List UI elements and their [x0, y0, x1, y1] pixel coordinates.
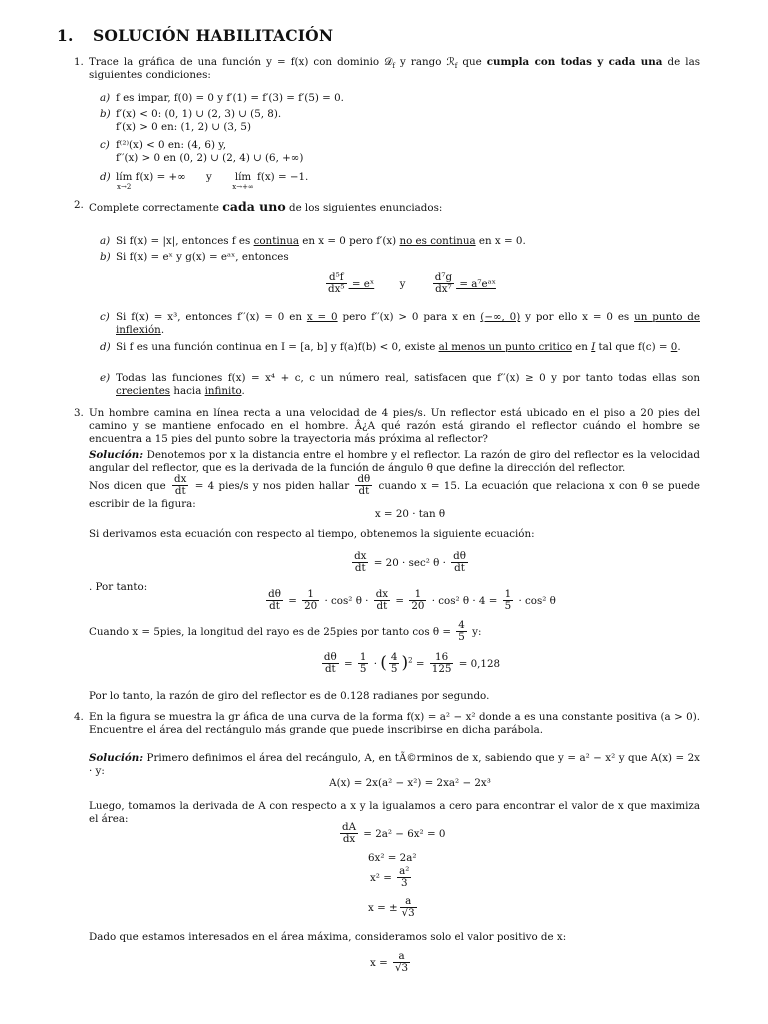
text-run: . — [160, 324, 165, 337]
denominator: dx — [342, 833, 356, 846]
text-run: de los siguientes enunciados: — [285, 202, 443, 214]
text-run: = — [340, 657, 356, 670]
q4-dado-text: Dado que estamos interesados en el área máxima, consideramos solo el valor positivo de x: — [89, 931, 567, 943]
question-4 — [74, 711, 700, 737]
item-label: c) — [100, 139, 110, 151]
section-number: 1. — [57, 26, 74, 45]
denominator: dt — [174, 485, 186, 498]
lim-sub: x→+∞ — [232, 183, 254, 192]
fraction — [266, 589, 283, 613]
item-label: c) — [100, 311, 110, 323]
exponent: 2 — [408, 656, 413, 665]
q3-cuando-line — [89, 620, 700, 644]
fraction — [326, 272, 347, 296]
item-label: b) — [100, 251, 111, 263]
question-3 — [74, 407, 700, 447]
item-label: a) — [100, 235, 111, 247]
solution-label: Solución: — [89, 752, 144, 764]
fraction — [433, 272, 454, 296]
text-run: = 4 pies/s y nos piden hallar — [190, 479, 354, 492]
question-4-statement: En la figura se muestra la gr áfica de una curva de la forma f(x) = a² − x² donde a es una constante positiva (a > 0). Encuentre el área del rectángulo más grande que puede inscribirse en dicha parábola. — [89, 711, 700, 737]
answer-blank: continua — [253, 235, 300, 247]
fraction — [451, 551, 468, 575]
answer-blank: al menos un punto critico — [438, 341, 572, 353]
answer-blank: un punto de inflexión — [116, 311, 700, 337]
q2-item-a — [100, 235, 700, 248]
q3-conclusion: Por lo tanto, la razón de giro del reflector es de 0.128 radianes por segundo. — [89, 690, 490, 702]
numerator: dx — [354, 550, 367, 562]
text-run: en — [571, 341, 592, 353]
item-label: d) — [100, 341, 111, 353]
denominator: dt — [358, 485, 370, 498]
denominator: dt — [454, 562, 465, 575]
section-title-text: SOLUCIÓN HABILITACIÓN — [93, 26, 334, 45]
numerator: 1 — [302, 589, 319, 601]
text-run: · cos² θ — [515, 594, 556, 607]
fraction — [374, 589, 390, 613]
text-run: Si f(x) = |x|, entonces f es — [116, 235, 254, 247]
question-number: 2. — [74, 199, 84, 211]
conjunction: y — [399, 277, 406, 290]
text-run: en x = 0 pero f′(x) — [299, 235, 400, 247]
q2-item-e — [100, 372, 700, 398]
fraction — [352, 551, 368, 575]
text-run: hacia — [170, 385, 205, 398]
subscript: f — [454, 62, 458, 71]
fraction — [322, 652, 339, 676]
numerator: 4 — [458, 619, 465, 631]
q4-solution-intro — [89, 752, 700, 778]
lim-sub: x→2 — [117, 183, 132, 192]
text-run: Trace la gráfica de una función y = f(x) con dominio 𝒟 — [89, 56, 393, 68]
item-text: f′(x) > 0 en: (1, 2) ∪ (3, 5) — [116, 121, 251, 134]
limit-expression: f(x) = −1. — [257, 171, 309, 183]
text-run: Si f(x) = x³, entonces f′′(x) = 0 en — [116, 311, 307, 323]
text-run: . — [677, 341, 681, 353]
bold-text: cada uno — [222, 199, 286, 214]
question-1 — [74, 56, 700, 82]
numerator: dA — [342, 821, 357, 833]
question-number: 1. — [74, 56, 84, 68]
q2-item-c — [100, 311, 700, 337]
answer-blank: x = 0 — [306, 311, 338, 323]
denominator: dt — [269, 600, 280, 613]
numerator: 1 — [504, 588, 512, 600]
text-run: = 0,128 — [455, 657, 501, 670]
answer-blank: = a⁷eᵃˣ — [456, 277, 496, 290]
item-text: f⁽²⁾(x) < 0 en: (4, 6) y, — [116, 139, 226, 151]
denominator: 5 — [458, 631, 465, 644]
numerator: 1 — [409, 589, 426, 601]
fraction — [430, 652, 454, 676]
text-run: · cos² θ · 4 = — [428, 594, 501, 607]
item-text: f es impar, f(0) = 0 y f′(1) = f′(3) = f′(5) = 0. — [116, 92, 344, 104]
answer-blank: I — [591, 341, 596, 353]
item-text: f′′(x) > 0 en (0, 2) ∪ (2, 4) ∪ (6, +∞) — [116, 152, 304, 165]
limit-2 — [232, 171, 254, 191]
text-run: · cos² θ · — [321, 594, 372, 607]
text-run: pero f′′(x) > 0 para x en — [337, 311, 481, 323]
answer-blank: infinito — [204, 385, 242, 398]
denominator: 3 — [400, 877, 408, 890]
numerator: d⁵f — [326, 272, 347, 284]
subscript: f — [392, 62, 395, 71]
equation-derivative — [280, 551, 540, 575]
text-run: Nos dicen que — [89, 479, 171, 492]
numerator: dθ — [323, 651, 337, 663]
item-text: f′(x) < 0: (0, 1) ∪ (2, 3) ∪ (5, 8). — [116, 108, 282, 120]
q2-item-d — [100, 341, 700, 354]
fraction — [340, 822, 358, 846]
fraction — [456, 620, 467, 644]
answer-blank: = eˣ — [348, 277, 375, 290]
text-run: x = ± — [368, 901, 398, 914]
answer-blank: crecientes — [116, 385, 171, 398]
denominator: dx⁵ — [328, 283, 345, 296]
denominator: 20 — [304, 600, 318, 613]
fraction — [389, 652, 400, 676]
text-run: de las siguientes condiciones: — [89, 56, 700, 82]
answer-blank: 0 — [670, 341, 678, 353]
denominator: √3 — [401, 907, 415, 920]
question-3-statement: Un hombre camina en línea recta a una velocidad de 4 pies/s. Un reflector está ubicado en el piso a 20 pies del camino y se mantiene enfocado en el hombre. Â¿A qué razón está girando el reflector cuándo el hombre se encuentra a 15 pies del punto sobre la trayectoria más próxima al reflector? — [89, 407, 700, 446]
q1-item-d — [100, 171, 700, 191]
numerator: dx — [174, 473, 187, 485]
equation-6x2: 6x² = 2a² — [368, 852, 417, 864]
numerator: dθ — [357, 473, 371, 485]
item-text — [116, 171, 700, 191]
fraction — [302, 589, 319, 613]
fraction — [358, 652, 369, 676]
fraction — [172, 474, 188, 498]
item-label: a) — [100, 92, 111, 104]
item-label: b) — [100, 108, 111, 120]
numerator: a — [393, 951, 410, 963]
equation-x2 — [370, 866, 413, 890]
q4-luego-text: Luego, tomamos la derivada de A con respecto a x y la igualamos a cero para encontrar el valor de x que maximiza el área: — [89, 800, 700, 826]
equation-x — [368, 896, 419, 920]
question-1-intro — [89, 56, 700, 82]
limit-1 — [116, 171, 132, 191]
denominator: 5 — [504, 600, 512, 613]
fraction — [503, 589, 514, 613]
answer-blank: (−∞, 0) — [480, 311, 521, 323]
text-run: tal que f(c) = — [595, 341, 671, 353]
text-run: Complete correctamente — [89, 202, 223, 214]
numerator: a² — [399, 865, 410, 877]
question-number: 3. — [74, 407, 84, 419]
equation-result: $\frac{d\theta}{dt}$ = $\frac{1}{5}$ · ( $\frac{4}{5}$ )$^2$ = $\frac{16}{125}$ = 0,128 — [323, 651, 501, 676]
equation-area: A(x) = 2x(a² − x²) = 2xa² − 2x³ — [329, 777, 491, 789]
denominator: 5 — [390, 663, 398, 676]
q2-b-equations — [300, 272, 520, 296]
numerator: 16 — [430, 652, 454, 664]
limit-expression: f(x) = +∞ — [135, 171, 186, 183]
fraction — [409, 589, 426, 613]
equation-tan: x = 20 · tan θ — [374, 508, 446, 520]
item-text — [116, 372, 700, 398]
item-text — [116, 235, 700, 248]
text-run: cuando x = 15. La ecuación que relaciona x con θ se puede escribir de la figura: — [89, 479, 700, 510]
q1-item-c — [100, 139, 700, 165]
q3-givens — [89, 474, 700, 511]
text-run: Si f es una función continua en I = [a, b] y f(a)f(b) < 0, existe — [116, 341, 439, 353]
fraction — [397, 866, 411, 890]
text-run: . — [241, 385, 245, 398]
text-run: y rango ℛ — [394, 56, 455, 68]
bold-text: cumpla con todas y cada una — [486, 56, 663, 68]
text-run: = — [284, 594, 301, 607]
numerator: d⁷g — [434, 271, 453, 283]
item-label: e) — [100, 372, 111, 384]
text-run: · — [370, 657, 381, 670]
item-label: d) — [100, 171, 111, 183]
text-run: = 20 · sec² θ · — [370, 556, 450, 569]
text-run: en x = 0. — [475, 235, 526, 247]
lim-word: lím — [116, 171, 133, 183]
item-text — [116, 341, 700, 354]
q3-derivation-text: Si derivamos esta ecuación con respecto al tiempo, obtenemos la siguiente ecuación: — [89, 528, 535, 540]
answer-blank: no es continua — [399, 235, 476, 247]
q2-item-b — [100, 251, 700, 264]
denominator: dt — [324, 663, 336, 676]
numerator: a — [400, 896, 417, 908]
item-text: Si f(x) = eˣ y g(x) = eᵃˣ, entonces — [116, 251, 289, 263]
denominator: dt — [354, 562, 366, 575]
text-run: = — [392, 594, 408, 607]
lim-word: lím — [234, 171, 252, 183]
text-run: x² = — [370, 871, 396, 884]
text-run: Cuando x = 5pies, la longitud del rayo es de 25pies por tanto cos θ = — [89, 625, 455, 638]
text-run: y por ello x = 0 es — [520, 311, 635, 323]
numerator: dx — [375, 588, 389, 600]
text-run: x = — [370, 956, 391, 969]
denominator: 5 — [359, 663, 367, 676]
equation-x-positive — [370, 951, 412, 975]
text-run: = 2a² − 6x² = 0 — [360, 827, 446, 840]
section-title — [57, 26, 333, 46]
item-text — [116, 311, 700, 337]
question-2 — [74, 199, 700, 215]
solution-text: Denotemos por x la distancia entre el hombre y el reflector. La razón de giro del reflector es la velocidad angular del reflector, que es la derivada de la función de ángulo θ que define la dirección del reflector. — [89, 449, 700, 475]
text-run: y: — [468, 625, 482, 638]
denominator: dt — [376, 600, 388, 613]
solution-text: Primero definimos el área del recángulo, A, en tÃ©rminos de x, sabiendo que y = a² − x² y que A(x) = 2x · y: — [89, 752, 700, 778]
denominator: √3 — [394, 962, 409, 975]
solution-label: Solución: — [89, 449, 144, 461]
q1-item-b — [100, 108, 700, 134]
denominator: 20 — [411, 600, 425, 613]
q3-solution-intro — [89, 449, 700, 475]
conjunction: y — [206, 171, 212, 183]
por-tanto-text: . Por tanto: — [89, 581, 148, 593]
numerator: 1 — [359, 651, 367, 663]
numerator: 4 — [390, 651, 398, 663]
question-number: 4. — [74, 711, 84, 723]
fraction — [355, 474, 372, 498]
numerator: dθ — [268, 588, 281, 600]
text-run: que — [457, 56, 487, 68]
text-run: = — [412, 657, 428, 670]
denominator: dx⁷ — [435, 283, 452, 296]
question-2-intro — [89, 199, 700, 215]
denominator: 125 — [431, 663, 452, 676]
equation-dtheta — [200, 589, 620, 613]
fraction — [400, 896, 417, 920]
q1-item-a — [100, 92, 700, 105]
equation-dA — [338, 822, 445, 846]
fraction — [393, 951, 410, 975]
text-run: Todas las funciones f(x) = x⁴ + c, c un número real, satisfacen que f′′(x) ≥ 0 y por tanto todas ellas son — [116, 372, 700, 384]
numerator: dθ — [453, 550, 466, 562]
